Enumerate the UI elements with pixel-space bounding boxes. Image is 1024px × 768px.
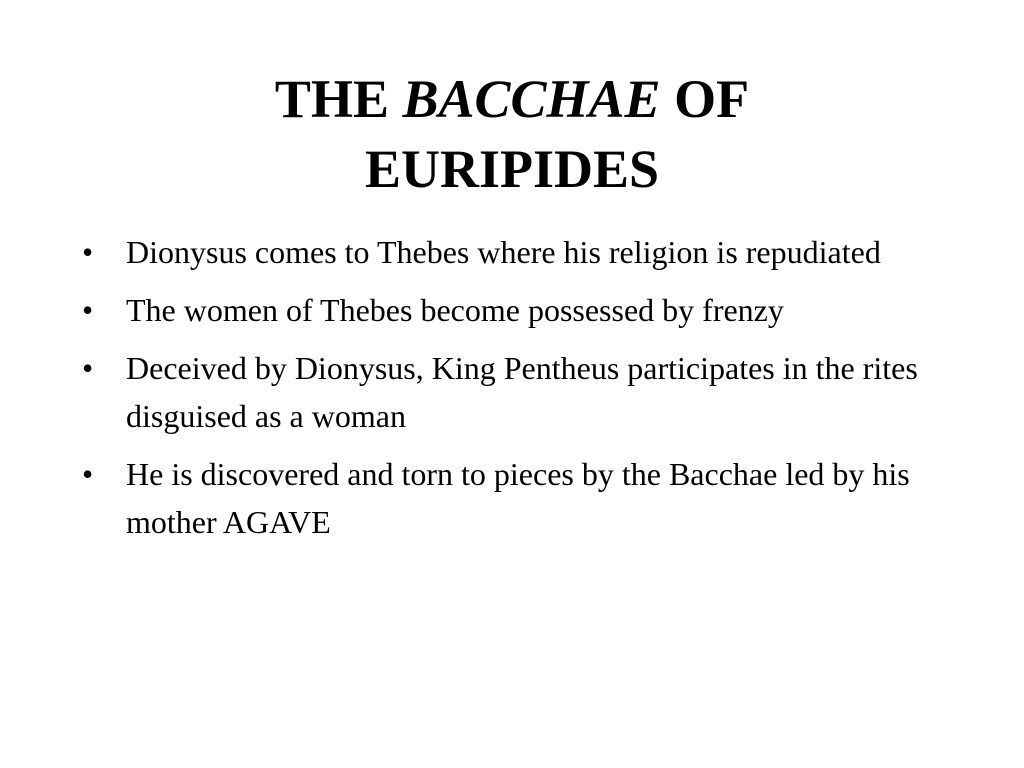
bullet-text: He is discovered and torn to pieces by the Bacchae led by his mother AGAVE (126, 456, 910, 540)
bullet-item (82, 450, 962, 546)
title-suffix: OF (674, 69, 750, 129)
bullet-icon: • (82, 292, 94, 328)
bullet-item (82, 286, 962, 334)
title-prefix: THE (274, 69, 389, 129)
bullet-item (82, 228, 962, 276)
slide-title (0, 64, 1024, 204)
bullet-text: The women of Thebes become possessed by frenzy (126, 292, 784, 328)
bullet-list (82, 228, 962, 556)
bullet-icon: • (82, 350, 94, 386)
bullet-item (82, 344, 962, 440)
title-italic-work: BACCHAE (402, 69, 661, 129)
bullet-text: Dionysus comes to Thebes where his religion is repudiated (126, 234, 881, 270)
bullet-icon: • (82, 456, 94, 492)
title-line-1 (0, 64, 1024, 134)
bullet-text: Deceived by Dionysus, King Pentheus participates in the rites disguised as a woman (126, 350, 918, 434)
bullet-icon: • (82, 234, 94, 270)
title-line-2: EURIPIDES (364, 139, 660, 199)
